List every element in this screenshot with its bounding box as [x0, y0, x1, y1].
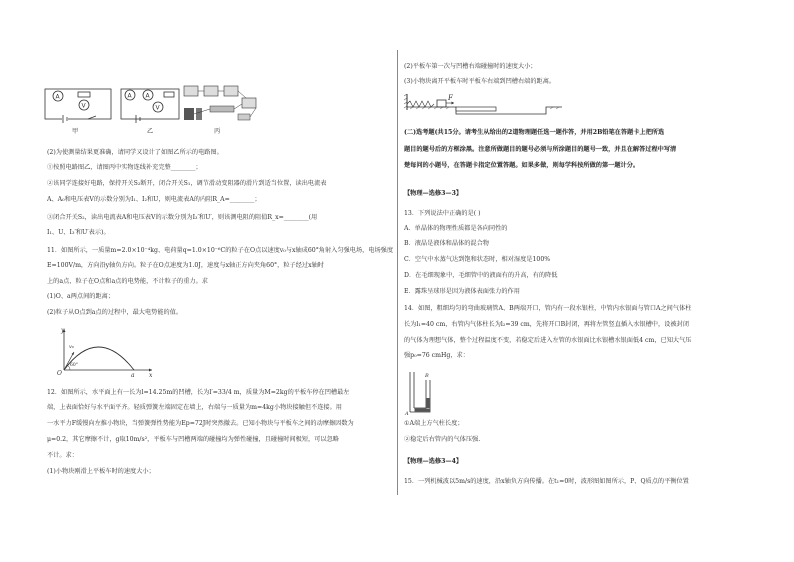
column-divider [397, 50, 398, 495]
circuit-photo-bing [180, 82, 260, 126]
end-a-label: A [405, 411, 409, 417]
circuit-label-jia: 甲 [72, 128, 79, 135]
circuit-label-bing: 丙 [214, 128, 221, 135]
elective-instructions-2: 题目的题号后的方框涂黑。注意所做题目的题号必须与所涂题目的题号一致，并且在解答过程中写清 [404, 146, 677, 153]
q12-part2: (2)平板车第一次与凹槽右端碰撞时的速度大小； [404, 63, 537, 70]
q12-line3: 一水平力F缓慢向左推小物块，当弹簧弹性势能为Ep=72J时突然撤去。已知小物块与平板车之间的动摩擦因数为 [47, 420, 354, 427]
section-heading-3-3: 【物理—选修3—3】 [404, 190, 463, 197]
svg-text:A: A [145, 92, 150, 100]
q10-step3: ③闭合开关S₂，读出电流表A和电压表V的示数分别为I₃′和U′，则该测电阻的阻值R_x=________(用 [47, 214, 318, 221]
circuit-diagram-yi [118, 86, 183, 124]
q12-line5: 不计。求： [47, 452, 78, 459]
q14-part1: ①A端上方气柱长度； [404, 420, 464, 427]
point-a-label: a [131, 372, 135, 379]
elective-instructions-3: 楚每问的小题号，在答题卡指定位置答题。如果多做，则每学科按所做的第一题计分。 [404, 162, 640, 169]
q12-line4: μ=0.2，其它摩擦不计，g取10m/s²，平板车与凹槽两端的碰撞均为弹性碰撞，且碰撞时间极短，可以忽略 [47, 436, 339, 443]
trajectory-graph [56, 326, 156, 379]
circuit-diagram-jia [42, 86, 117, 124]
section-heading-3-4: 【物理—选修3—4】 [404, 458, 463, 465]
v0-label: v₀ [69, 344, 74, 350]
elective-instructions-1: (二)选考题(共15分。请考生从给出的2道物理题任选一题作答，并用2B铅笔在答题卡上把所选 [404, 129, 665, 136]
force-label: F [448, 94, 453, 102]
origin-label: O [57, 370, 62, 377]
q11-line1: 11．如图所示，一质量m=2.0×10⁻⁴kg、电荷量q=1.0×10⁻⁶C的粒子在O点以速度v₀与x轴成60°角射入匀强电场，电场强度 [47, 247, 394, 254]
q12-part1: (1)小物块刚滑上平板车时的速度大小； [47, 468, 155, 475]
end-b-label: B [425, 373, 429, 379]
q12-line2: 端，上表面恰好与水平面平齐。轻质弹簧左端固定在墙上，右端与一质量为m=4kg小物块接触但不连接。用 [47, 404, 342, 411]
q12-line1: 12．如图所示，水平面上有一长为l=14.25m的凹槽，长为l′=33/4 m，质量为M=2kg的平板车停在凹槽最左 [47, 389, 350, 396]
y-axis-label: y [61, 327, 65, 334]
circuit-label-yi: 乙 [147, 128, 154, 135]
q12-part3: (3)小物块离开平板车时平板车右端到凹槽右端的距离。 [404, 78, 556, 85]
x-axis-label: x [149, 372, 153, 379]
q13-option-d: D．在毛细现象中，毛细管中的液面有的升高，有的降低 [404, 272, 558, 279]
q13-stem: 13．下列说法中正确的是( ) [404, 210, 481, 217]
spring-cart-diagram [404, 92, 564, 122]
q15-stem: 15．一列机械波以5m/s的速度，沿x轴负方向传播。在t₁=0时，波形图如图所示，P、Q质点的平衡位置 [404, 478, 689, 485]
q10-step3-cont: I₁、U、I₃′和U′表示)。 [47, 229, 110, 236]
q14-line2: 长为l₁=40 cm，右管内气体柱长为l₂=39 cm，先将开口B封闭，再将左管竖直插入水银槽中，设被封闭 [404, 321, 689, 328]
q10-part2: (2)为使测量结果更准确，请同学又设计了如图乙所示的电路图。 [47, 149, 223, 156]
q11-line3: 上的a点，粒子在O点和a点的电势能，不计粒子的重力。求 [47, 278, 208, 285]
svg-text:A: A [55, 93, 60, 101]
q13-option-c: C．空气中水蒸气达到饱和状态时，相对湿度是100% [404, 256, 551, 263]
q14-part2: ②稳定后右管内的气体压强. [404, 436, 481, 443]
svg-text:V: V [155, 104, 160, 112]
q13-option-a: A．单晶体的物理性质都是各向同性的 [404, 225, 508, 232]
glass-tube-diagram [404, 366, 444, 416]
q11-line2: E=100V/m，方向沿y轴负方向。粒子在O点速度为1.0J，速度与x轴正方向夹角60°，粒子经过x轴时 [47, 262, 324, 269]
q14-line3: 的气体为理想气体，整个过程温度不变，若稳定后进入左管的水银面比水银槽水银面低4 cm，已知大气压 [404, 337, 692, 344]
svg-text:V: V [81, 102, 86, 110]
q14-line1: 14．如图，粗细均匀的弯曲玻璃管A、B两端开口，管内有一段水银柱，中管内水银面与管口A之间气体柱 [404, 305, 692, 312]
q10-step1: ①按照电路图乙，请图丙中实物连线补充完整________； [47, 164, 202, 171]
q14-line4: 强p₀=76 cmHg，求： [404, 352, 469, 359]
q13-option-b: B．液晶是液体和晶体的混合物 [404, 240, 489, 247]
angle-label: 60° [70, 363, 78, 368]
q10-step2-cont: A、A₀和电压表V的示数分别为I₁、I₂和U，则电流表A的内阻R_A=________； [47, 196, 261, 203]
q10-step2: ②该同学连接好电路，保持开关S₂断开，闭合开关S₁，调节滑动变阻器的滑片到适当位置，读出电流表 [47, 180, 327, 187]
q11-part1: (1)O、a两点间的距离； [47, 293, 115, 300]
q13-option-e: E．露珠呈球形是因为液体表面张力的作用 [404, 288, 520, 295]
q11-part2: (2)粒子从O点到a点的过程中，最大电势能的值。 [47, 309, 183, 316]
svg-text:A: A [127, 92, 132, 100]
